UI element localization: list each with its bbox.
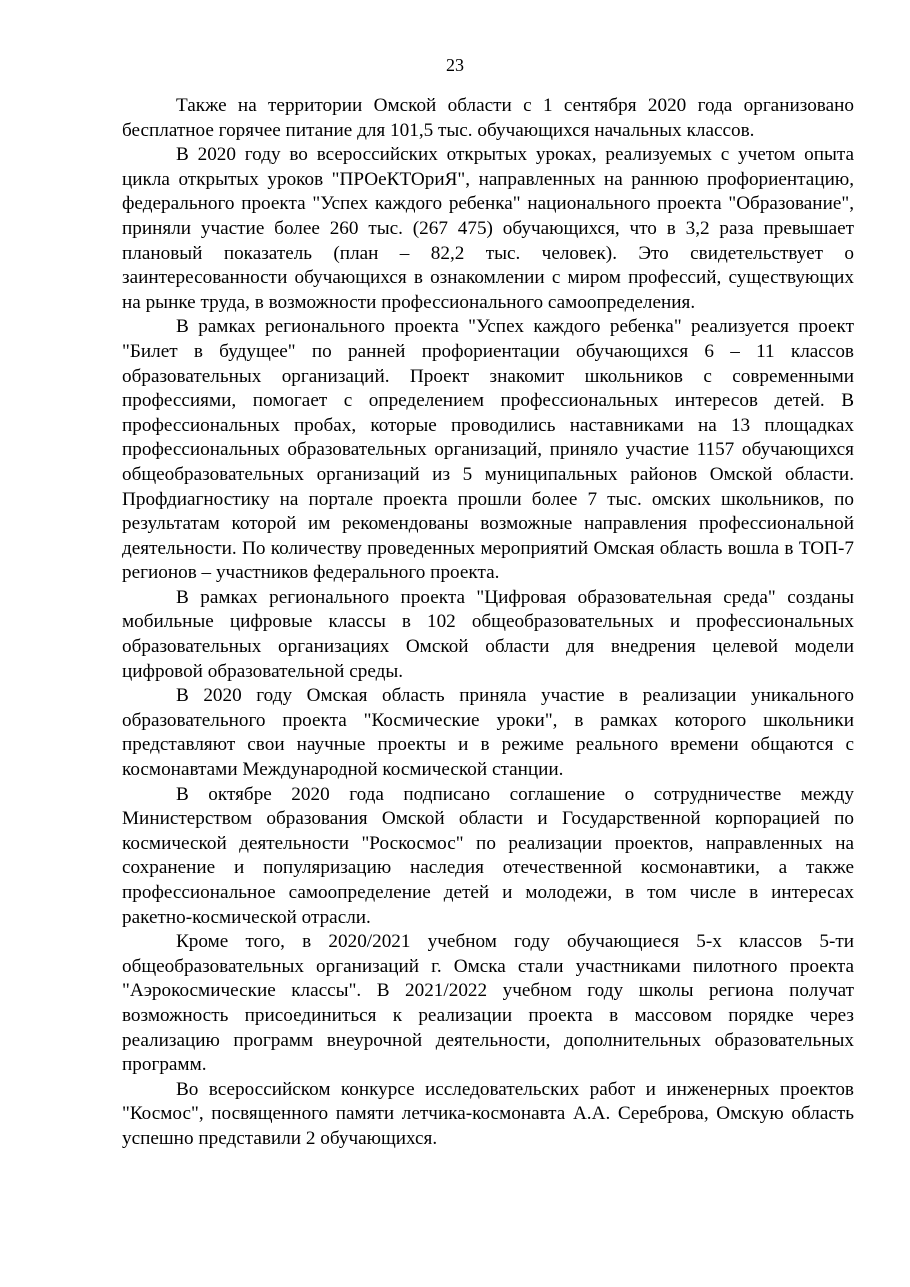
paragraph-hot-meals: Также на территории Омской области с 1 сентября 2020 года организовано бесплатное горячее питание для 101,5 тыс. обучающихся начальных классов. — [122, 95, 854, 141]
document-body — [122, 94, 854, 1152]
paragraph-roscosmos-agreement: В октябре 2020 года подписано соглашение о сотрудничестве между Министерством образования Омской области и Государственной корпорацией по космической деятельности "Роскосмос" по реализации проектов, направленных на сохранение и популяризацию наследия отечественной космонавтики, а также профессиональное самоопределение детей и молодежи, в том числе в интересах ракетно-космической отрасли. — [122, 783, 854, 928]
paragraph-open-lessons: В 2020 году во всероссийских открытых уроках, реализуемых с учетом опыта цикла открытых уроков "ПРОеКТОриЯ", направленных на раннюю профориентацию, федерального проекта "Успех каждого ребенка" национального проекта "Образование", приняли участие более 260 тыс. (267 475) обучающихся, что в 3,2 раза превышает плановый показатель (план – 82,2 тыс. человек). Это свидетельствует о заинтересованности обучающихся в ознакомлении с миром профессий, существующих на рынке труда, в возможности профессионального самоопределения. — [122, 144, 854, 313]
paragraph-ticket-to-future: В рамках регионального проекта "Успех каждого ребенка" реализуется проект "Билет в будущее" по ранней профориентации обучающихся 6 – 11 классов образовательных организаций. Проект знакомит школьников с современными профессиями, помогает с определением профессиональных интересов детей. В профессиональных пробах, которые проводились наставниками на 13 площадках профессиональных образовательных организаций, приняло участие 1157 обучающихся общеобразовательных организаций из 5 муниципальных районов Омской области. Профдиагностику на портале проекта прошли более 7 тыс. омских школьников, по результатам которой им рекомендованы возможные направления профессиональной деятельности. По количеству проведенных мероприятий Омская область вошла в ТОП-7 регионов – участников федерального проекта. — [122, 316, 854, 584]
page-number: 23 — [446, 55, 464, 75]
paragraph-kosmos-contest: Во всероссийском конкурсе исследовательских работ и инженерных проектов "Космос", посвященного памяти летчика-космонавта А.А. Сереброва, Омскую область успешно представили 2 обучающихся. — [122, 1078, 854, 1149]
paragraph-digital-environment: В рамках регионального проекта "Цифровая образовательная среда" созданы мобильные цифровые классы в 102 общеобразовательных и профессиональных образовательных организациях Омской области для внедрения целевой модели цифровой образовательной среды. — [122, 586, 854, 682]
paragraph-space-lessons: В 2020 году Омская область приняла участие в реализации уникального образовательного проекта "Космические уроки", в рамках которого школьники представляют свои научные проекты и в режиме реального времени общаются с космонавтами Международной космической станции. — [122, 685, 854, 781]
paragraph-aerospace-classes: Кроме того, в 2020/2021 учебном году обучающиеся 5-х классов 5-ти общеобразовательных организаций г. Омска стали участниками пилотного проекта "Аэрокосмические классы". В 2021/2022 учебном году школы региона получат возможность присоединиться к реализации проекта в массовом порядке через реализацию программ внеурочной деятельности, дополнительных образовательных программ. — [122, 931, 854, 1076]
